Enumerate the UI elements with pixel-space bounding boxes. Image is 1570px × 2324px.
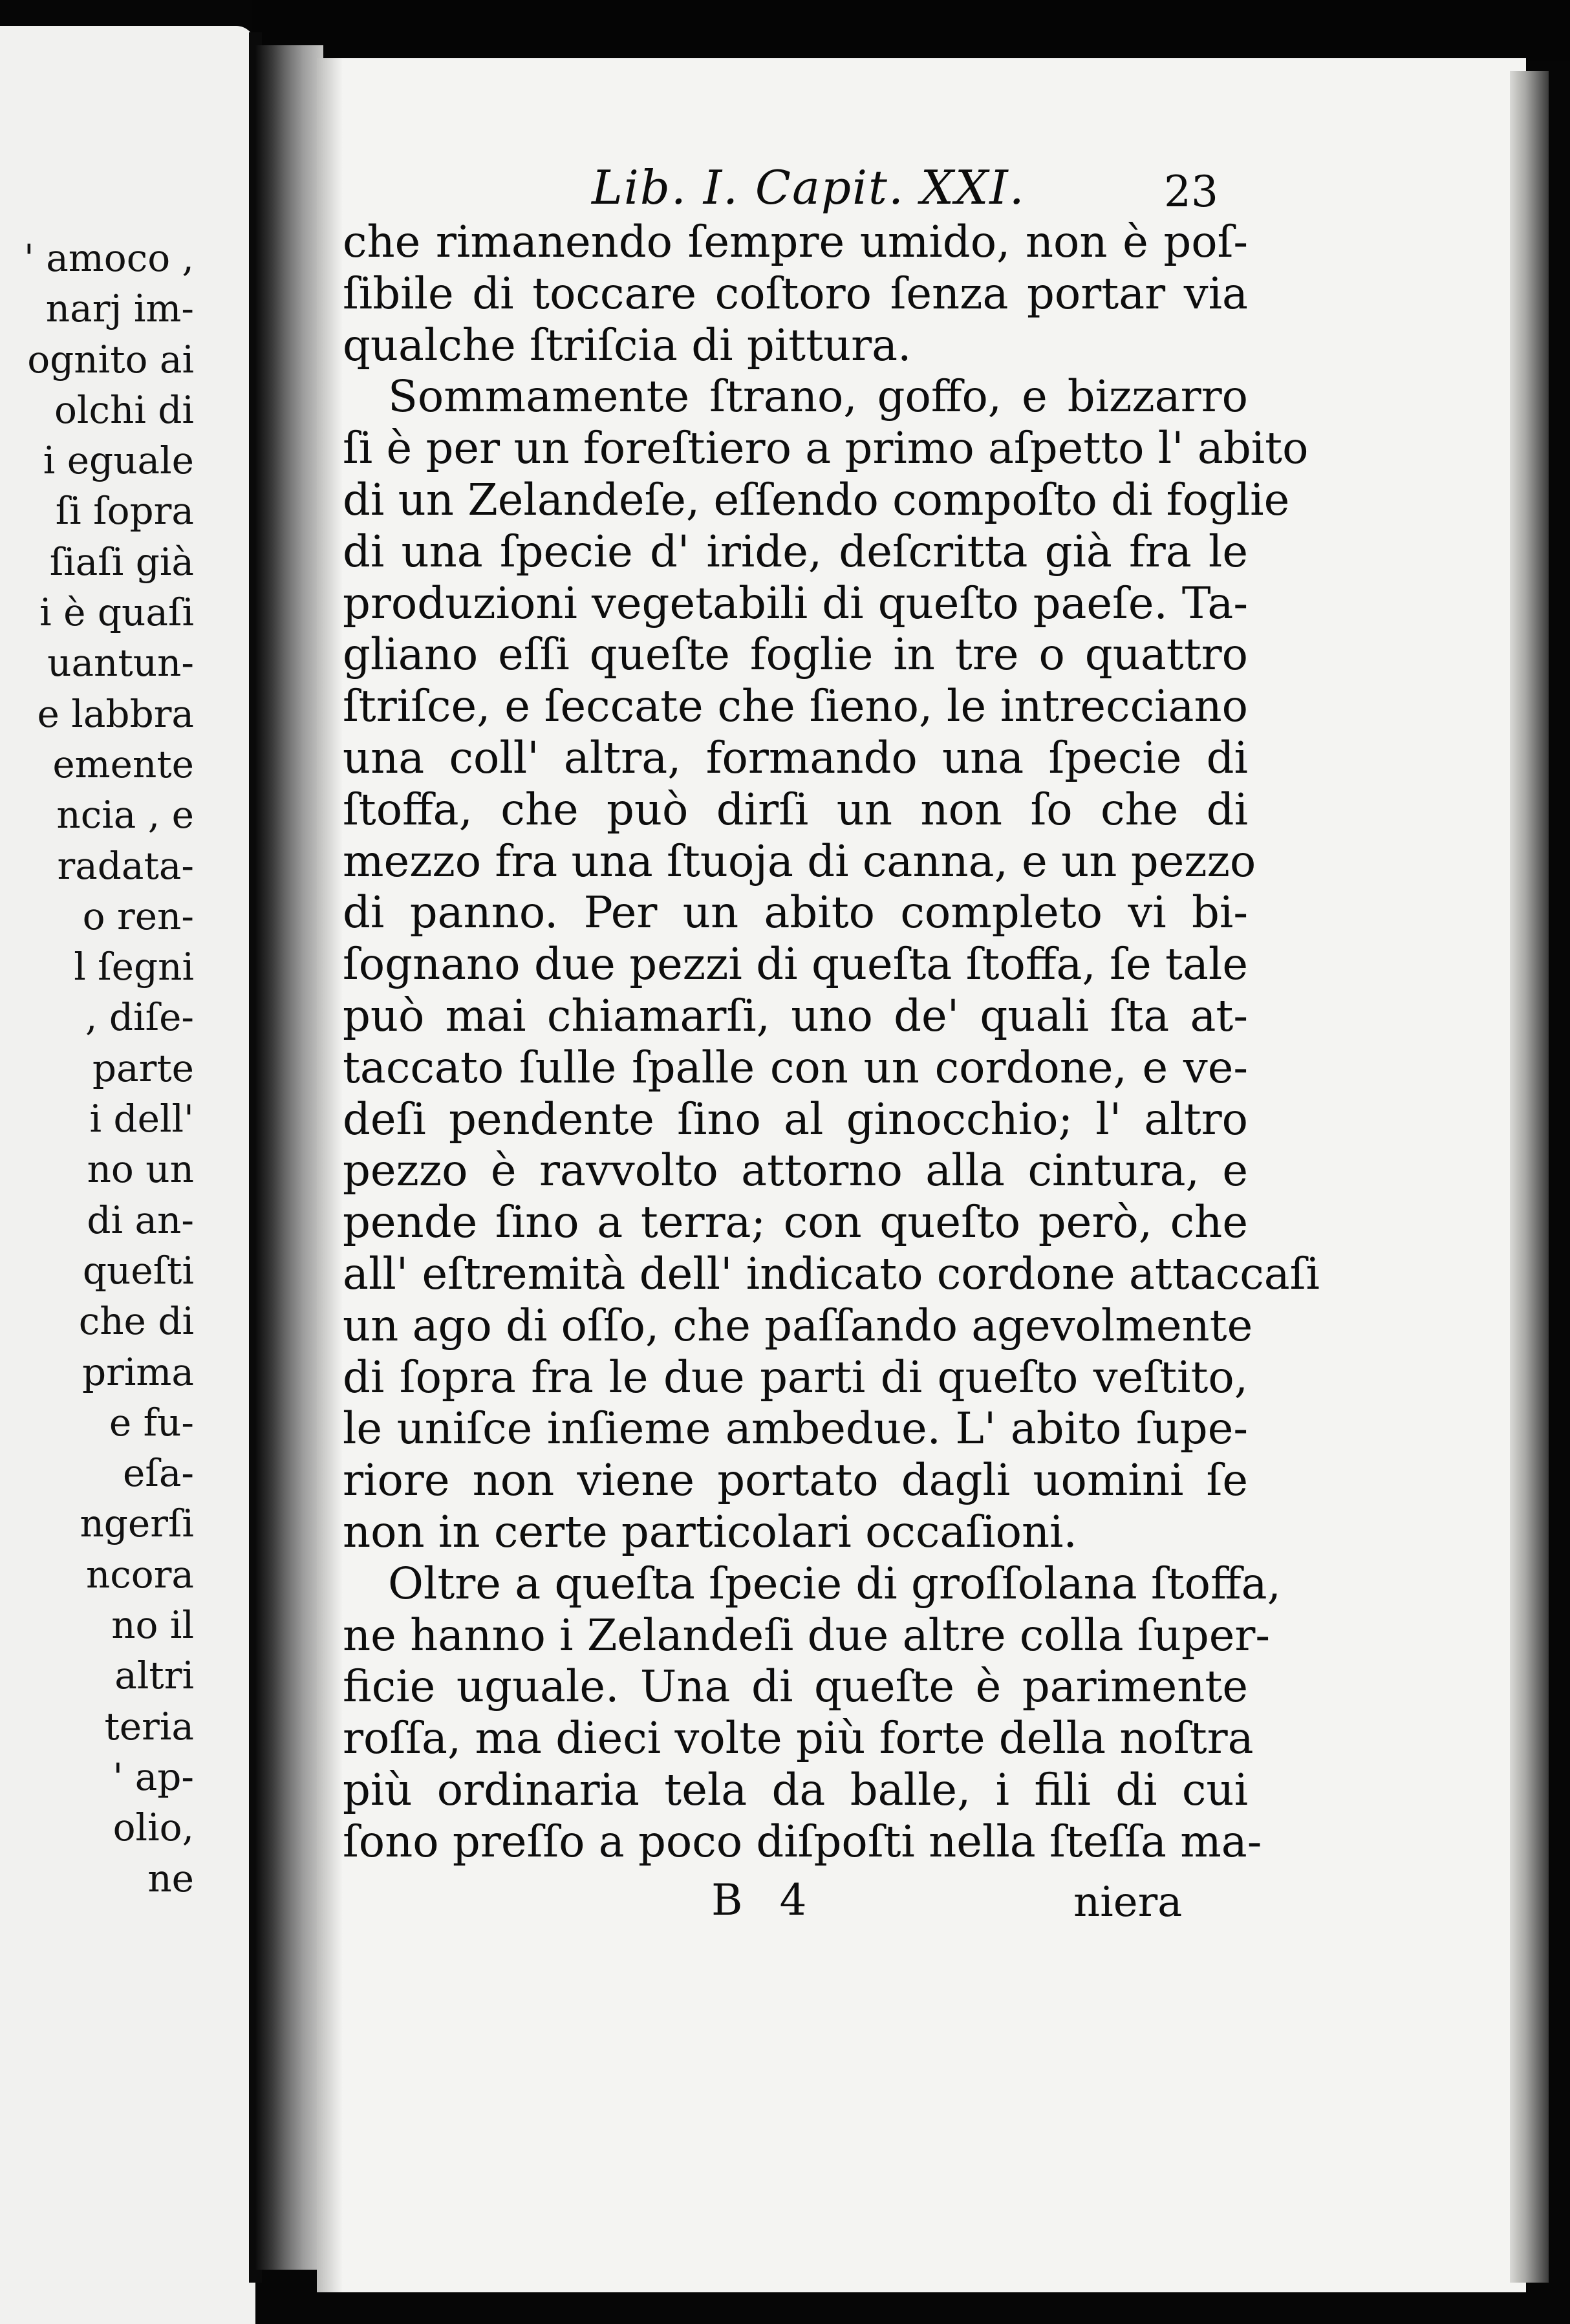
left-page-line: altri bbox=[114, 1653, 194, 1698]
left-page-line: di an- bbox=[87, 1198, 194, 1242]
left-page-line: ngerſi bbox=[80, 1501, 194, 1546]
page-edge bbox=[1510, 71, 1549, 2283]
running-head: Lib. I. Capit. XXI. bbox=[592, 160, 1026, 215]
left-page-line: teria bbox=[104, 1704, 194, 1748]
text-line: un ago di oſſo, che paſſando agevolmente bbox=[343, 1300, 1253, 1351]
left-page-line: i dell' bbox=[89, 1097, 194, 1141]
text-line: all' eſtremità dell' indicato cordone attaccaſi bbox=[343, 1248, 1320, 1299]
text-line: di panno. Per un abito completo vi bi- bbox=[343, 887, 1248, 938]
text-line: più ordinaria tela da balle, i fili di cui bbox=[343, 1764, 1248, 1815]
text-line: che rimanendo ſempre umido, non è poſ- bbox=[343, 217, 1248, 267]
catchword: niera bbox=[1073, 1878, 1183, 1926]
left-facing-page bbox=[0, 26, 255, 2324]
text-line: di una ſpecie d' iride, deſcritta già fra le bbox=[343, 526, 1248, 577]
text-line: riore non viene portato dagli uomini ſe bbox=[343, 1455, 1248, 1506]
left-page-line: no un bbox=[87, 1147, 194, 1192]
left-page-line: no il bbox=[111, 1603, 194, 1648]
left-page-line: o ren- bbox=[82, 894, 194, 938]
left-page-line: emente bbox=[52, 742, 194, 786]
page-number: 23 bbox=[1164, 167, 1218, 217]
left-page-line: i eguale bbox=[43, 438, 194, 483]
left-page-line: parte bbox=[92, 1046, 194, 1090]
text-line: ſi è per un foreſtiero a primo aſpetto l' abito bbox=[343, 423, 1309, 474]
text-line: pende ſino a terra; con queſto però, che bbox=[343, 1197, 1248, 1248]
text-line: non in certe particolari occaſioni. bbox=[343, 1506, 1077, 1557]
text-line: taccato ſulle ſpalle con un cordone, e ve- bbox=[343, 1042, 1248, 1093]
left-page-line: i è quaſi bbox=[39, 590, 194, 635]
left-page-line: che di bbox=[78, 1299, 194, 1344]
left-page-line: l ſegni bbox=[74, 945, 194, 989]
text-line: ſognano due pezzi di queſta ſtoffa, ſe tale bbox=[343, 939, 1248, 990]
left-page-line: olchi di bbox=[54, 387, 194, 432]
text-line: roſſa, ma dieci volte più forte della noſtra bbox=[343, 1713, 1254, 1764]
text-line: ficie uguale. Una di queſte è parimente bbox=[343, 1661, 1248, 1712]
text-line: ſono preſſo a poco diſpoſti nella ſteſſa ma- bbox=[343, 1816, 1262, 1867]
text-line: Oltre a queſta ſpecie di groſſolana ſtoffa, bbox=[388, 1558, 1281, 1609]
left-page-line: radata- bbox=[57, 843, 194, 888]
text-line: ſtoffa, che può dirſi un non ſo che di bbox=[343, 784, 1248, 835]
text-line: può mai chiamarſi, uno de' quali ſta at- bbox=[343, 990, 1248, 1041]
text-line: le uniſce inſieme ambedue. L' abito ſupe- bbox=[343, 1403, 1248, 1454]
scan-background-top bbox=[252, 0, 1570, 61]
left-page-line: ſi ſopra bbox=[55, 489, 194, 533]
left-page-line: uantun- bbox=[47, 641, 194, 685]
left-page-line: eſa- bbox=[123, 1451, 194, 1496]
text-line: una coll' altra, formando una ſpecie di bbox=[343, 732, 1248, 783]
text-line: ſtriſce, e ſeccate che ſieno, le intrecciano bbox=[343, 681, 1248, 732]
left-page-line: ognito ai bbox=[27, 337, 194, 382]
left-page-line: ' ap- bbox=[113, 1754, 194, 1799]
text-line: di ſopra fra le due parti di queſto veſtito, bbox=[343, 1351, 1248, 1403]
text-line: ne hanno i Zelandeſi due altre colla ſuper- bbox=[343, 1609, 1271, 1661]
text-line: gliano eſſi queſte foglie in tre o quattro bbox=[343, 629, 1248, 680]
left-page-line: ne bbox=[147, 1856, 194, 1900]
left-page-line: narj im- bbox=[45, 286, 194, 331]
text-line: deſi pendente ſino al ginocchio; l' altro bbox=[343, 1093, 1248, 1145]
page-curve-shade bbox=[317, 58, 343, 2292]
text-line: mezzo fra una ſtuoja di canna, e un pezzo bbox=[343, 835, 1256, 887]
text-line: pezzo è ravvolto attorno alla cintura, e bbox=[343, 1145, 1248, 1196]
text-line: produzioni vegetabili di queſto paeſe. Ta- bbox=[343, 577, 1248, 629]
left-page-line: queſti bbox=[82, 1248, 194, 1293]
text-line: di un Zelandeſe, eſſendo compoſto di foglie bbox=[343, 474, 1290, 525]
left-page-line: ſiaſi già bbox=[49, 539, 194, 584]
left-page-line: ' amoco , bbox=[23, 236, 194, 280]
left-page-line: ncia , e bbox=[56, 793, 194, 837]
signature-mark: B 4 bbox=[711, 1875, 819, 1925]
gutter-shadow bbox=[255, 45, 323, 2270]
left-page-line: e labbra bbox=[37, 691, 194, 736]
left-page-line: ncora bbox=[85, 1552, 194, 1597]
body-text bbox=[343, 217, 1320, 1868]
left-page-line: olio, bbox=[113, 1805, 194, 1850]
left-page-line: e fu- bbox=[109, 1400, 194, 1445]
left-page-line: , diſe- bbox=[85, 995, 194, 1040]
text-line: Sommamente ſtrano, goffo, e bizzarro bbox=[388, 371, 1248, 422]
text-line: ſibile di toccare coſtoro ſenza portar via bbox=[343, 268, 1248, 319]
left-page-line: prima bbox=[82, 1350, 194, 1394]
text-line: qualche ſtriſcia di pittura. bbox=[343, 319, 912, 371]
left-page-text-fragments bbox=[0, 233, 194, 1904]
